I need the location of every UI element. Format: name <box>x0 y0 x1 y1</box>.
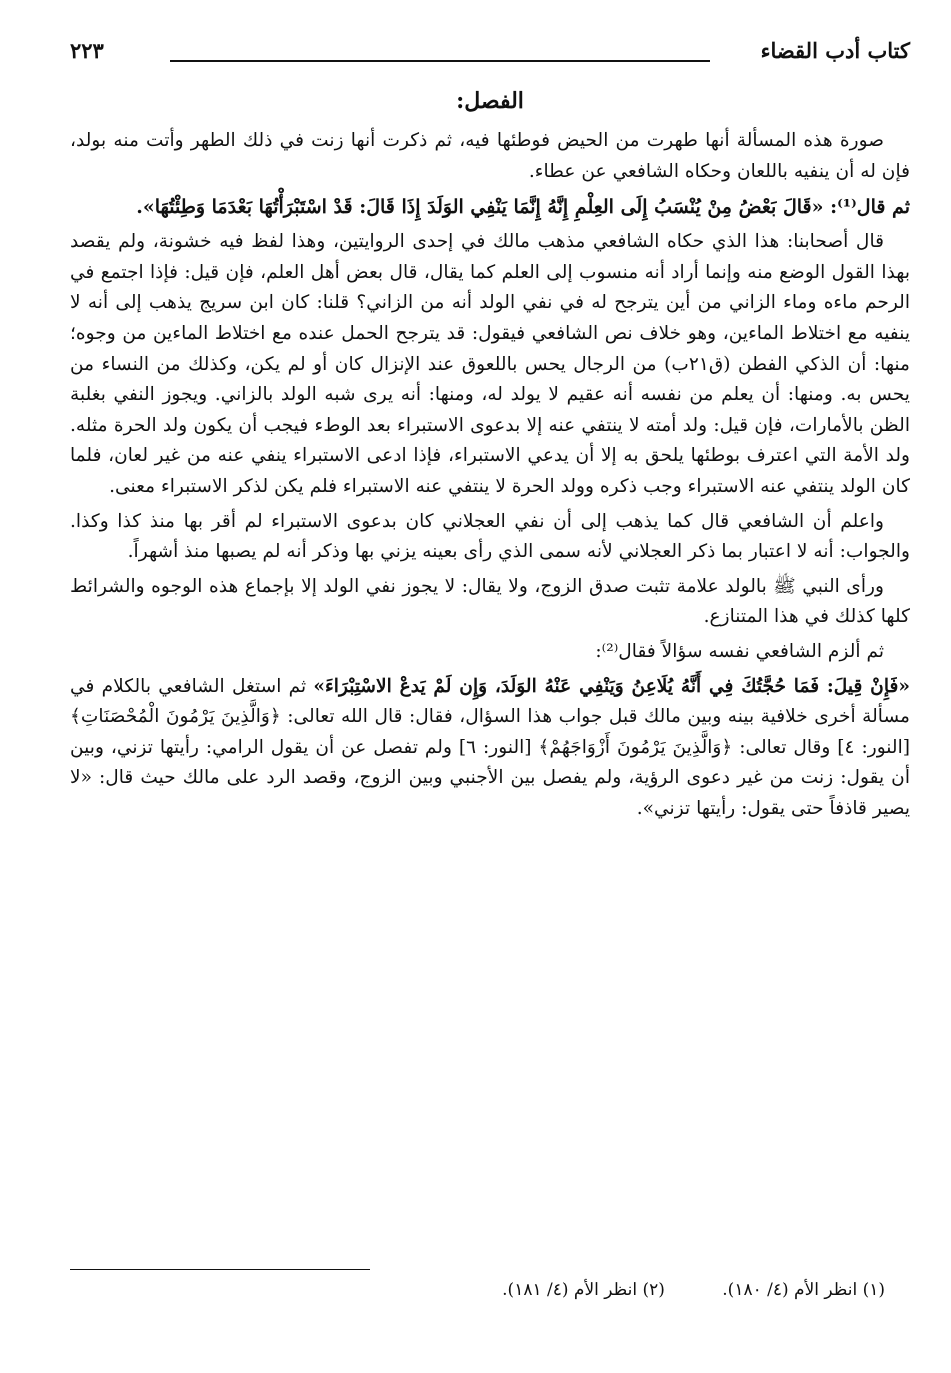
book-page <box>70 0 910 1373</box>
paragraph-3: قال أصحابنا: هذا الذي حكاه الشافعي مذهب مالك في إحدى الروايتين، وهذا لفظ فيه خشونة، ولم يقصد بهذا القول الوضع منه وإنما أراد أنه منسوب إلى العلم كما يقال، قال بعض أهل العلم، فإن قيل: فإذا اجتمع في الرحم ماءه وماء الزاني من أين يترجح له في نفي الولد أنه من الزاني؟ قلنا: كان ابن سريج يذهب إلى أنه لا ينفيه مع اختلاط الماءين، وهو خلاف نص الشافعي فيقول: قد يترجح الحمل عنده مع اختلاط الماءين من وجوه؛ منها: أن الذكي الفطن (ق٢١ب) من الرجال يحس باللعوق عند الإنزال كان أو لم يكن، وكذلك من النساء من يحس به. ومنها: أن يعلم من نفسه أنه عقيم لا يولد له، ومنها: أنه يرى شبه الولد بالزاني. ويجوز النفي بغلبة الظن بالأمارات، فإن قيل: ولد أمته لا ينتفي عنه إلا بدعوى الاستبراء بعد الوطء فيجب أن يكون ولد الحرة مثله. ولد الأمة التي اعترف بوطئها يلحق به إلا أن يدعي الاستبراء، فإذا ادعى الاستبراء ينفي عنه من غير لعان، فلما كان الولد ينتفي عنه الاستبراء وجب ذكره وولد الحرة لا ينتفي عنه الاستبراء فلم يكن لذكر الاستبراء معنى. <box>70 231 910 497</box>
body-text <box>70 126 910 828</box>
page-header <box>70 38 910 68</box>
header-rule <box>170 60 710 62</box>
paragraph-6: ثم ألزم الشافعي نفسه سؤالاً فقال⁽²⁾: <box>595 640 884 662</box>
page-number: ٢٢٣ <box>70 38 104 63</box>
footnote-rule <box>70 1269 370 1270</box>
paragraph-1: صورة هذه المسألة أنها طهرت من الحيض فوطئها فيه، ثم ذكرت أنها زنت في ذلك الطهر وأتت منه بولد، فإن له أن ينفيه باللعان وحكاه الشافعي عن عطاء. <box>70 130 910 182</box>
footnote-1: (١) انظر الأم (٤/ ١٨٠). <box>722 1280 885 1300</box>
running-title: كتاب أدب القضاء <box>760 38 910 63</box>
footnote-2: (٢) انظر الأم (٤/ ١٨١). <box>502 1280 665 1300</box>
section-heading: الفصل: <box>456 88 524 114</box>
paragraph-2-quote: ثم قال⁽¹⁾: «قَالَ بَعْضُ مِنْ يُنْسَبُ إِلَى العِلْمِ إِنَّهُ إِنَّمَا يَنْفِي الوَلَدَ إِذَا قَالَ: قَدْ اسْتَبْرَأْتُهَا بَعْدَمَا وَطِئْتُهَا». <box>136 196 910 219</box>
paragraph-4: واعلم أن الشافعي قال كما يذهب إلى أن نفي العجلاني كان بدعوى الاستبراء لم أقر بها منذ كذا وكذا. والجواب: أنه لا اعتبار بما ذكر العجلاني لأنه سمى الذي رأى بعينه يزني بها وذكر أنه لم يصبها منذ أشهراً. <box>70 510 910 563</box>
paragraph-5: ورأى النبي ﷺ بالولد علامة تثبت صدق الزوج، ولا يقال: لا يجوز نفي الولد إلا بإجماع هذه الوجوه والشرائط كلها كذلك في هذا المتنازع. <box>70 575 910 628</box>
paragraph-7-quote: «فَإِنْ قِيلَ: فَمَا حُجَّتُكَ فِي أَنَّهُ يُلَاعِنُ وَيَنْفِي عَنْهُ الوَلَدَ، وَإِن لَمْ يَدعْ الاسْتِبْرَاءَ» <box>313 675 910 697</box>
footnotes <box>70 1280 885 1300</box>
paragraph-7-rest: ثم استغل الشافعي بالكلام في مسألة أخرى خلافية بينه وبين مالك قبل جواب هذا السؤال، فقال: قال الله تعالى: ﴿وَالَّذِينَ يَرْمُونَ الْمُحْصَنَاتِ﴾ [النور: ٤] وقال تعالى: ﴿وَالَّذِينَ يَرْمُونَ أَزْوَاجَهُمْ﴾ [النور: ٦] ولم تفصل عن أن يقول الرامي: رأيتها تزني، وبين أن يقول: زنت من غير دعوى الرؤية، ولم يفصل بين الأجنبي وبين الزوج، وقصد الرد على مالك حيث قال: «لا يصير قاذفاً حتى يقول: رأيتها تزني». <box>70 675 910 819</box>
paragraph-7 <box>70 672 910 825</box>
